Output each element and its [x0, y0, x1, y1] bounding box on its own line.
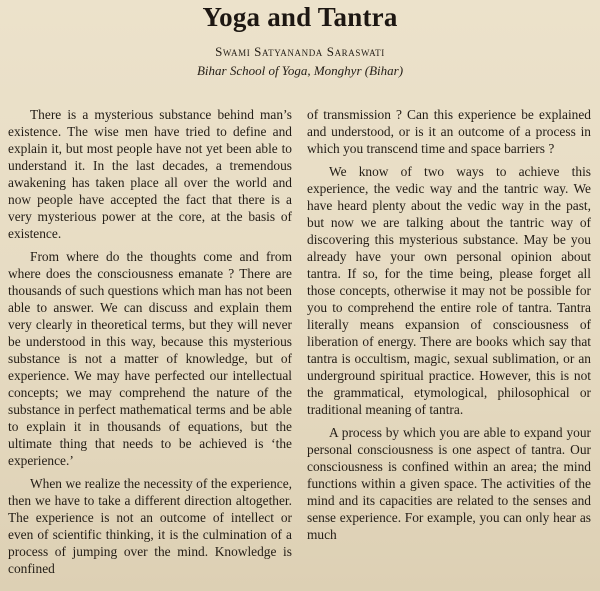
paragraph: of transmission ? Can this experience be explained and understood, or is it an outcome of a process in which you transcend time and space barriers ?	[307, 107, 591, 156]
paragraph: From where do the thoughts come and from where does the consciousness emanate ? There are thousands of such questions which man has not been able to answer. We can discuss and explain them very clearly in theoretical terms, but they will never be understood in this way, because this mysterious substance is not a matter of knowledge, but of experience. We may have perfected our intellectual concepts; we may comprehend the nature of the substance in perfect mathematical terms and be able to explain it in thousands of equations, but the ultimate thing that needs to be achieved is ‘the experience.’	[8, 249, 292, 468]
paragraph: We know of two ways to achieve this experience, the vedic way and the tantric way. We have heard plenty about the vedic way in the past, but now we are talking about the tantric way of discovering this mysterious substance. May be you already have your own personal opinion about tantra. If so, for the time being, please forget all those concepts, otherwise it may not be possible for you to comprehend the entire role of tantra. Tantra literally means expansion of consciousness of liberation of energy. There are books which say that tantra is occultism, magic, sexual sublimation, or an underground spiritual practice. However, this is not the grammatical, etymological, philosophical or traditional meaning of tantra.	[307, 164, 591, 417]
paragraph: There is a mysterious substance behind man’s existence. The wise men have tried to define and explain it, but most people have not yet been able to understand it. In the last decades, a tremendous awakening has taken place all over the world and now people have accepted the fact that there is a very mysterious power at the core, at the basis of existence.	[8, 107, 292, 241]
left-column	[8, 106, 292, 577]
article-title: Yoga and Tantra	[202, 2, 398, 32]
right-column	[307, 106, 591, 543]
paragraph: A process by which you are able to expand your personal consciousness is one aspect of tantra. Our consciousness is confined within an area; the mind functions within a given space. The activities of the mind and its capacities are related to the senses and sense experience. For example, you can only hear as much	[307, 425, 591, 542]
paragraph: When we realize the necessity of the experience, then we have to take a different direction altogether. The experience is not an outcome of intellect or even of scientific thinking, it is the culmination of a process of jumping over the mind. Knowledge is confined	[8, 476, 292, 576]
article-author: Swami Satyananda Saraswati	[215, 44, 385, 59]
author-affiliation: Bihar School of Yoga, Monghyr (Bihar)	[196, 63, 404, 78]
